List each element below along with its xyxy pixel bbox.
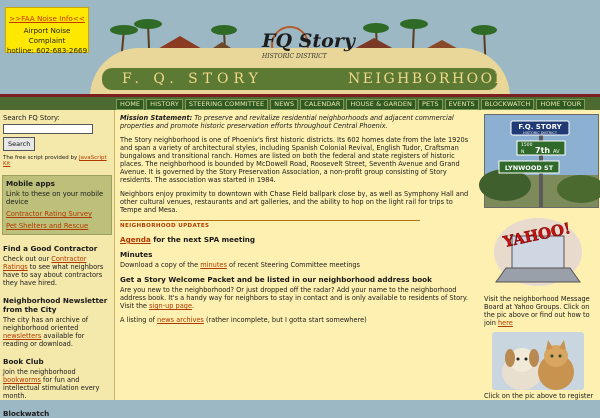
banner-title-right: NEIGHBORHOOD	[348, 71, 509, 87]
title-banner	[102, 68, 509, 90]
contractor-heading: Find a Good Contractor	[3, 244, 98, 253]
bookclub-text-b: for fun and intellectual stimulation every month.	[3, 376, 100, 400]
yahoo-caption	[484, 295, 598, 327]
main-content	[115, 110, 480, 400]
newsletter-text-a: The city has an archive of neighborhood oriented	[3, 316, 89, 332]
minutes-text-b: of recent Steering Committee meetings	[226, 261, 360, 269]
welcome-text-a: Are you new to the neighborhood? Or just dropped off the radar? Add your name to the neighborhood address book. It's a handy way for neighbors to stay in contact and is only available to residents of Story. Visit the	[120, 286, 468, 310]
contractor-text-b: to see what neighbors have to say about contractors they have hired.	[3, 263, 104, 287]
banner-title-left: F. Q. STORY	[122, 71, 263, 87]
yahoo-laptop-art	[488, 210, 588, 290]
contractor-text-a: Check out our	[3, 255, 52, 263]
street-sign-photo[interactable]	[484, 114, 599, 208]
minutes-text-a: Download a copy of the	[120, 261, 201, 269]
bookworms-link[interactable]: bookworms	[3, 376, 41, 384]
nav-house-garden[interactable]: HOUSE & GARDEN	[346, 99, 416, 110]
archive-text-a: A listing of	[120, 316, 158, 324]
nav-home-tour[interactable]: HOME TOUR	[536, 99, 585, 110]
logo-subtitle: HISTORIC DISTRICT	[262, 53, 327, 60]
search-label: Search FQ Story:	[3, 114, 60, 122]
site-header	[0, 0, 600, 97]
noise-hotline: hotline: 602-683-2669	[6, 46, 88, 55]
sign-sub-text: HISTORIC DISTRICT	[523, 131, 557, 135]
mobile-apps-box	[2, 175, 112, 235]
faa-noise-box	[5, 7, 89, 53]
newsletters-link[interactable]: newsletters	[3, 332, 42, 340]
archive-text-b: (rather incomplete, but I gotta start somewhere)	[203, 316, 367, 324]
pets-caption: Click on the pic above to register	[484, 392, 594, 400]
contractor-survey-link[interactable]: Contractor Rating Survey	[6, 210, 93, 218]
left-sidebar	[0, 110, 115, 418]
welcome-text-b: .	[192, 302, 195, 310]
sign-mid-a: 1500	[521, 143, 533, 148]
mobile-apps-text: Link to these on your mobile device	[6, 190, 104, 206]
nav-blockwatch[interactable]: BLOCKWATCH	[481, 99, 535, 110]
contractor-text	[3, 255, 111, 287]
header-illustration	[90, 0, 510, 97]
nav-history[interactable]: HISTORY	[146, 99, 183, 110]
nav-home[interactable]: HOME	[116, 99, 144, 110]
bookclub-text-a: Join the neighborhood	[3, 368, 76, 376]
updates-label: NEIGHBORHOOD UPDATES	[120, 223, 210, 229]
pets-photo[interactable]	[492, 332, 584, 390]
mission-statement	[120, 114, 475, 130]
puppy-kitten-art	[492, 332, 584, 390]
nav-pets[interactable]: PETS	[418, 99, 443, 110]
minutes-heading: Minutes	[120, 250, 153, 259]
fq-story-logo: FQ Story	[262, 30, 355, 52]
minutes-link[interactable]: minutes	[200, 261, 227, 269]
archive-text	[120, 316, 475, 324]
noise-complaint-label: Airport Noise Complaint	[23, 26, 71, 45]
news-archives-link[interactable]: news archives	[157, 316, 204, 324]
nav-steering-committee[interactable]: STEERING COMMITTEE	[185, 99, 268, 110]
minutes-text	[120, 261, 475, 269]
search-button[interactable]: Search	[3, 137, 35, 151]
nav-calendar[interactable]: CALENDAR	[300, 99, 344, 110]
sign-mid-c: 7th	[535, 146, 551, 155]
street-sign-art	[485, 115, 598, 207]
agenda-rest: for the next SPA meeting	[150, 235, 256, 244]
newsletter-text	[3, 316, 111, 348]
sign-mid-b: N	[521, 150, 525, 155]
mobile-apps-title: Mobile apps	[6, 179, 55, 188]
blockwatch-heading: Blockwatch	[3, 409, 50, 418]
javascript-kit-link[interactable]: JavaScript Kit	[3, 155, 107, 167]
search-credit-text: The free script provided by	[3, 155, 80, 161]
yahoo-logo-text: YAHOO!	[501, 219, 573, 252]
signup-link[interactable]: sign-up page	[149, 302, 193, 310]
welcome-text	[120, 286, 475, 310]
contractor-ratings-link[interactable]: Contractor Ratings	[3, 255, 87, 271]
main-nav	[0, 97, 600, 110]
intro-paragraph: The Story neighborhood is one of Phoenix's first historic districts. Its 602 homes date from the late 1920s and span a variety of architectural styles, including Spanish Colonial Revival, English Tudor, Craftsman bungalows and transitional ranch. Homes are listed on both the federal and state registers of historic places. The neighborhood is bounded by McDowell Road, Roosevelt Street, Seventh Avenue and Grand Avenue. It is governed by the Story Preservation Association, a non-profit group consisting of Story residents. The association was started in 1984.	[120, 136, 469, 184]
right-column	[480, 110, 600, 400]
updates-divider	[120, 220, 420, 221]
nav-news[interactable]: NEWS	[270, 99, 298, 110]
yahoo-caption-text: Visit the neighborhood Message Board at Yahoo Groups. Click on the pic above or find out how to join	[484, 295, 590, 327]
yahoo-groups-image[interactable]	[488, 210, 588, 290]
bookclub-text	[3, 368, 111, 400]
sign-top-text: F.Q. STORY	[518, 123, 562, 131]
welcome-heading: Get a Story Welcome Packet and be listed in our neighborhood address book	[120, 275, 432, 284]
nav-events[interactable]: EVENTS	[445, 99, 479, 110]
sign-mid-d: AV	[553, 149, 560, 155]
bookclub-heading: Book Club	[3, 357, 44, 366]
agenda-link[interactable]: Agenda	[120, 235, 151, 244]
newsletter-heading: Neighborhood Newsletter from the City	[3, 296, 108, 314]
proximity-paragraph: Neighbors enjoy proximity to downtown with Chase Field ballpark close by, as well as Symphony Hall and other cultural venues, restaurants and art galleries, and the ability to hop on the light rail for trips to Tempe and Mesa.	[120, 190, 469, 214]
search-credit	[3, 155, 114, 167]
sign-bottom-text: LYNWOOD ST	[504, 164, 554, 172]
mission-text: To preserve and revitalize residential neighborhoods and adjacent commercial properties and promote historic preservation efforts throughout Central Phoenix.	[120, 114, 454, 130]
faa-noise-link[interactable]: >>FAA Noise Info<<	[9, 14, 85, 23]
yahoo-join-link[interactable]: here	[497, 319, 513, 327]
search-input[interactable]	[3, 124, 93, 134]
pet-shelters-link[interactable]: Pet Shelters and Rescue	[6, 222, 89, 230]
agenda-heading	[120, 235, 475, 244]
mission-label: Mission Statement:	[120, 114, 193, 122]
newsletter-text-b: available for reading or download.	[3, 332, 85, 348]
